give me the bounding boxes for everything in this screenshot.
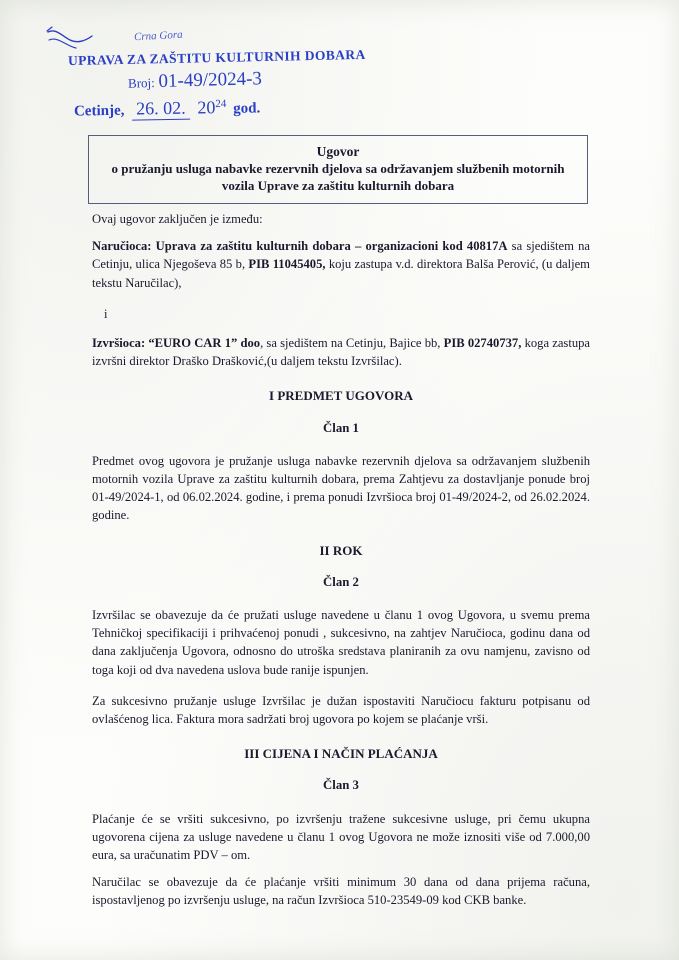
party2-rest1: , sa sjedištem na Cetinju, Bajice bb, <box>260 336 444 351</box>
document-body <box>92 210 590 923</box>
intro-paragraph: Ovaj ugovor zaključen je između: <box>92 212 263 226</box>
party-naručilac-paragraph <box>92 237 590 292</box>
document-title-box <box>88 135 588 204</box>
stamp-date: 26. 02. <box>132 98 190 121</box>
article-heading-2: Član 2 <box>323 574 359 589</box>
document-title-line1: Ugovor <box>316 144 360 159</box>
stamp-broj-value: 01-49/2024-3 <box>158 68 263 92</box>
registration-stamp <box>46 22 376 122</box>
conjunction-i: i <box>104 306 108 321</box>
article-1-text: Predmet ovog ugovora je pružanje usluga nabavke rezervnih djelova sa održavanjem službenih motornih vozila Uprave za zaštitu kulturnih dobara, prema Zahtjevu za dostavljanje ponude broj 01-49/2024-1, od 06.02.2024. godine, i prema ponudi Izvršioca broj 01-49/2024-2, od 26.02.2024. godine. <box>92 453 590 523</box>
party-izvrsilac-paragraph <box>92 334 590 370</box>
article-heading-1: Član 1 <box>323 420 359 435</box>
article-3-text-2: Naručilac se obavezuje da će plaćanje vršiti minimum 30 dana od dana prijema računa, ispostavljenog po izvršenju usluge, na račun Izvršioca 510-23549-09 kod CKB banke. <box>92 875 590 908</box>
section-heading-1: I PREDMET UGOVORA <box>269 388 413 404</box>
article-2-text-1: Izvršilac se obavezuje da će pružati usluge navedene u članu 1 ovog Ugovora, u svemu prema Tehničkoj specifikaciji i prihvaćenoj ponudi , sukcesivno, na zahtjev Naručioca, godinu dana od dana zaključenja Ugovora, odnosno do utroška sredstava planiranih za ovu namjenu, zavisno od toga koji od dva navedena uslova bude ranije ispunjen. <box>92 608 590 677</box>
stamp-broj-label: Broj: <box>127 75 155 91</box>
stamp-year-prefix: 20 <box>197 97 216 118</box>
article-3-text-1: Plaćanje će se vršiti sukcesivno, po izvršenju tražene sukcesivne usluge, pri čemu ukupna ugovorena cijena za usluge navedene u članu 1 ovog Ugovora ne može iznositi više od 7.000,00 eura, sa uračunatim PDV – om. <box>92 811 590 863</box>
article-heading-3: Član 3 <box>323 778 359 793</box>
stamp-hand-note: Crna Gora <box>133 28 183 44</box>
party1-rest2: koju zastupa v.d. direktora Balša Perović, (u daljem tekstu Naručilac), <box>92 257 590 290</box>
section-heading-3: III CIJENA I NAČIN PLAĆANJA <box>244 746 438 762</box>
stamp-organization: UPRAVA ZA ZAŠTITU KULTURNIH DOBARA <box>67 46 366 69</box>
document-title-line2: o pružanju usluga nabavke rezervnih djelova sa održavanjem službenih motornih vozila Uprave za zaštitu kulturnih dobara <box>111 161 565 193</box>
party2-label: Izvršioca: “EURO CAR 1” doo <box>92 336 261 351</box>
party2-pib: PIB 02740737, <box>443 336 522 351</box>
section-heading-2: II ROK <box>319 542 363 558</box>
party2-rest2: koga zastupa izvršni direktor Draško Drašković,(u daljem tekstu Izvršilac). <box>92 336 590 369</box>
stamp-place-date-line <box>74 96 261 121</box>
party1-label: Naručioca: Uprava za zaštitu kulturnih dobara – organizacioni kod 40817A <box>92 239 508 254</box>
stamp-broj-line <box>128 68 262 93</box>
party1-rest1: sa sjedištem na Cetinju, ulica Njegoševa 85 b, <box>92 239 590 272</box>
stamp-place: Cetinje, <box>73 102 125 120</box>
party1-pib: PIB 11045405, <box>248 257 326 272</box>
article-2-text-2: Za sukcesivno pružanje usluge Izvršilac je dužan ispostaviti Naručiocu fakturu potpisanu od ovlašćenog lica. Faktura mora sadržati broj ugovora po kojem se plaćanje vrši. <box>92 693 590 727</box>
stamp-god-label: god. <box>233 100 261 117</box>
stamp-year-suffix: 24 <box>215 97 227 111</box>
